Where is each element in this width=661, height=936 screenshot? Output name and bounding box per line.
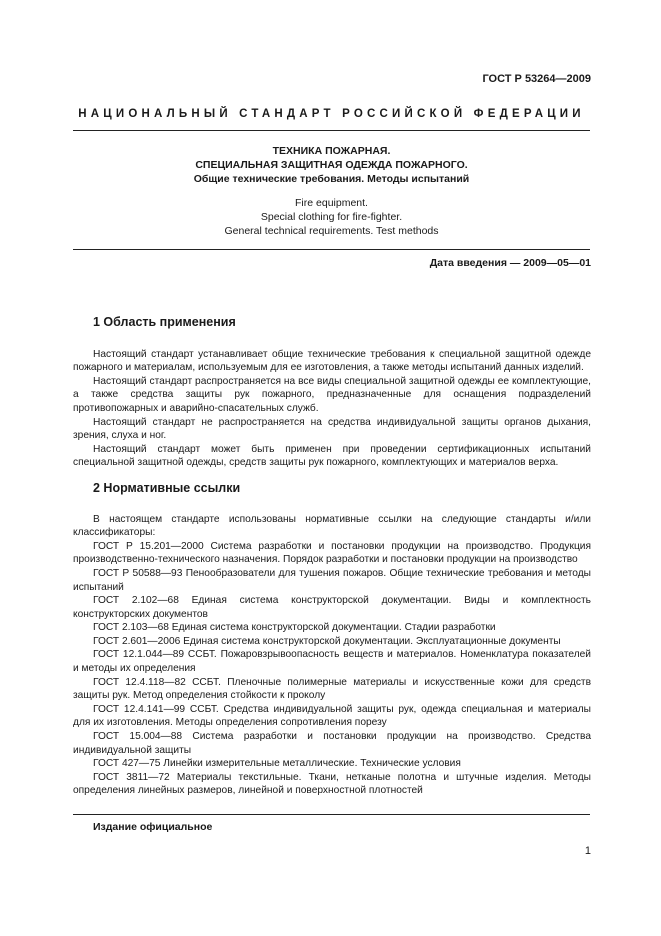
introduction-date: Дата введения — 2009—05—01 xyxy=(429,257,591,269)
english-title-line-2: Special clothing for fire-fighter. xyxy=(260,211,403,223)
gost-number: ГОСТ Р 53264—2009 xyxy=(482,73,591,85)
normative-references-list xyxy=(73,540,591,798)
title-line-2: СПЕЦИАЛЬНАЯ ЗАЩИТНАЯ ОДЕЖДА ПОЖАРНОГО. xyxy=(195,159,468,171)
section-1-heading: 1 Область применения xyxy=(93,315,236,329)
reference-item: ГОСТ Р 15.201—2000 Система разработки и постановки продукции на производство. Продукция производственно-технического назначения. Порядок разработки и постановки продукции на производство xyxy=(73,540,591,566)
english-title xyxy=(73,196,590,238)
reference-item: ГОСТ 15.004—88 Система разработки и постановки продукции на производство. Средства индивидуальной защиты xyxy=(73,731,591,756)
reference-item: ГОСТ 3811—72 Материалы текстильные. Ткани, нетканые полотна и штучные изделия. Методы определения линейных размеров, линейной и поверхностной плотностей xyxy=(73,771,591,797)
section-1-paragraph: Настоящий стандарт распространяется на все виды специальной защитной одежды ее комплектующие, а также средства защиты рук пожарного, предназначенные для оснащения подразделений противопожарных и аварийно-спасательных служб. xyxy=(73,375,591,414)
reference-item: ГОСТ 427—75 Линейки измерительные металлические. Технические условия xyxy=(93,758,461,770)
main-content xyxy=(73,316,591,798)
title-line-3: Общие технические требования. Методы испытаний xyxy=(193,173,470,185)
reference-item: ГОСТ Р 50588—93 Пенообразователи для тушения пожаров. Общие технические требования и методы испытаний xyxy=(73,567,591,593)
reference-item: ГОСТ 2.102—68 Единая система конструкторской документации. Виды и комплектность конструкторских документов xyxy=(73,595,591,620)
title-line-1: ТЕХНИКА ПОЖАРНАЯ. xyxy=(272,145,391,157)
official-edition-label: Издание официальное xyxy=(93,821,213,833)
top-divider xyxy=(73,130,590,131)
national-standard-heading: НАЦИОНАЛЬНЫЙ СТАНДАРТ РОССИЙСКОЙ ФЕДЕРАЦИИ xyxy=(78,108,585,120)
section-1-paragraph: Настоящий стандарт может быть применен при проведении сертификационных испытаний специальной защитной одежды, средств защиты рук пожарного, комплектующих и материалов верха. xyxy=(73,443,591,469)
document-title xyxy=(73,144,590,186)
section-2-heading: 2 Нормативные ссылки xyxy=(93,480,241,495)
page-number: 1 xyxy=(584,845,591,857)
reference-item: ГОСТ 12.4.118—82 ССБТ. Пленочные полимерные материалы и искусственные кожи для средств защиты рук. Метод определения стойкости к проколу xyxy=(73,676,591,702)
reference-item: ГОСТ 2.601—2006 Единая система конструкторской документации. Эксплуатационные документы xyxy=(93,635,561,647)
footer-divider xyxy=(73,814,590,815)
reference-item: ГОСТ 12.4.141—99 ССБТ. Средства индивидуальной защиты рук, одежда специальная и материалы для их изготовления. Методы определения сопротивления порезу xyxy=(73,703,591,729)
section-1-paragraph: Настоящий стандарт не распространяется на средства индивидуальной защиты органов дыхания, зрения, слуха и ног. xyxy=(73,416,591,442)
reference-item: ГОСТ 2.103—68 Единая система конструкторской документации. Стадии разработки xyxy=(93,622,496,634)
reference-item: ГОСТ 12.1.044—89 ССБТ. Пожаровзрывоопасность веществ и материалов. Номенклатура показателей и методы их определения xyxy=(73,649,591,675)
english-title-line-3: General technical requirements. Test methods xyxy=(224,225,439,237)
section-2-intro: В настоящем стандарте использованы нормативные ссылки на следующие стандарты и/или классификаторы: xyxy=(73,513,591,539)
title-divider xyxy=(73,249,590,250)
english-title-line-1: Fire equipment. xyxy=(295,197,368,209)
section-1-paragraph: Настоящий стандарт устанавливает общие технические требования к специальной защитной одежде пожарного и материалам, используемым для ее изготовления, а также методы испытаний данных изделий. xyxy=(73,348,591,374)
